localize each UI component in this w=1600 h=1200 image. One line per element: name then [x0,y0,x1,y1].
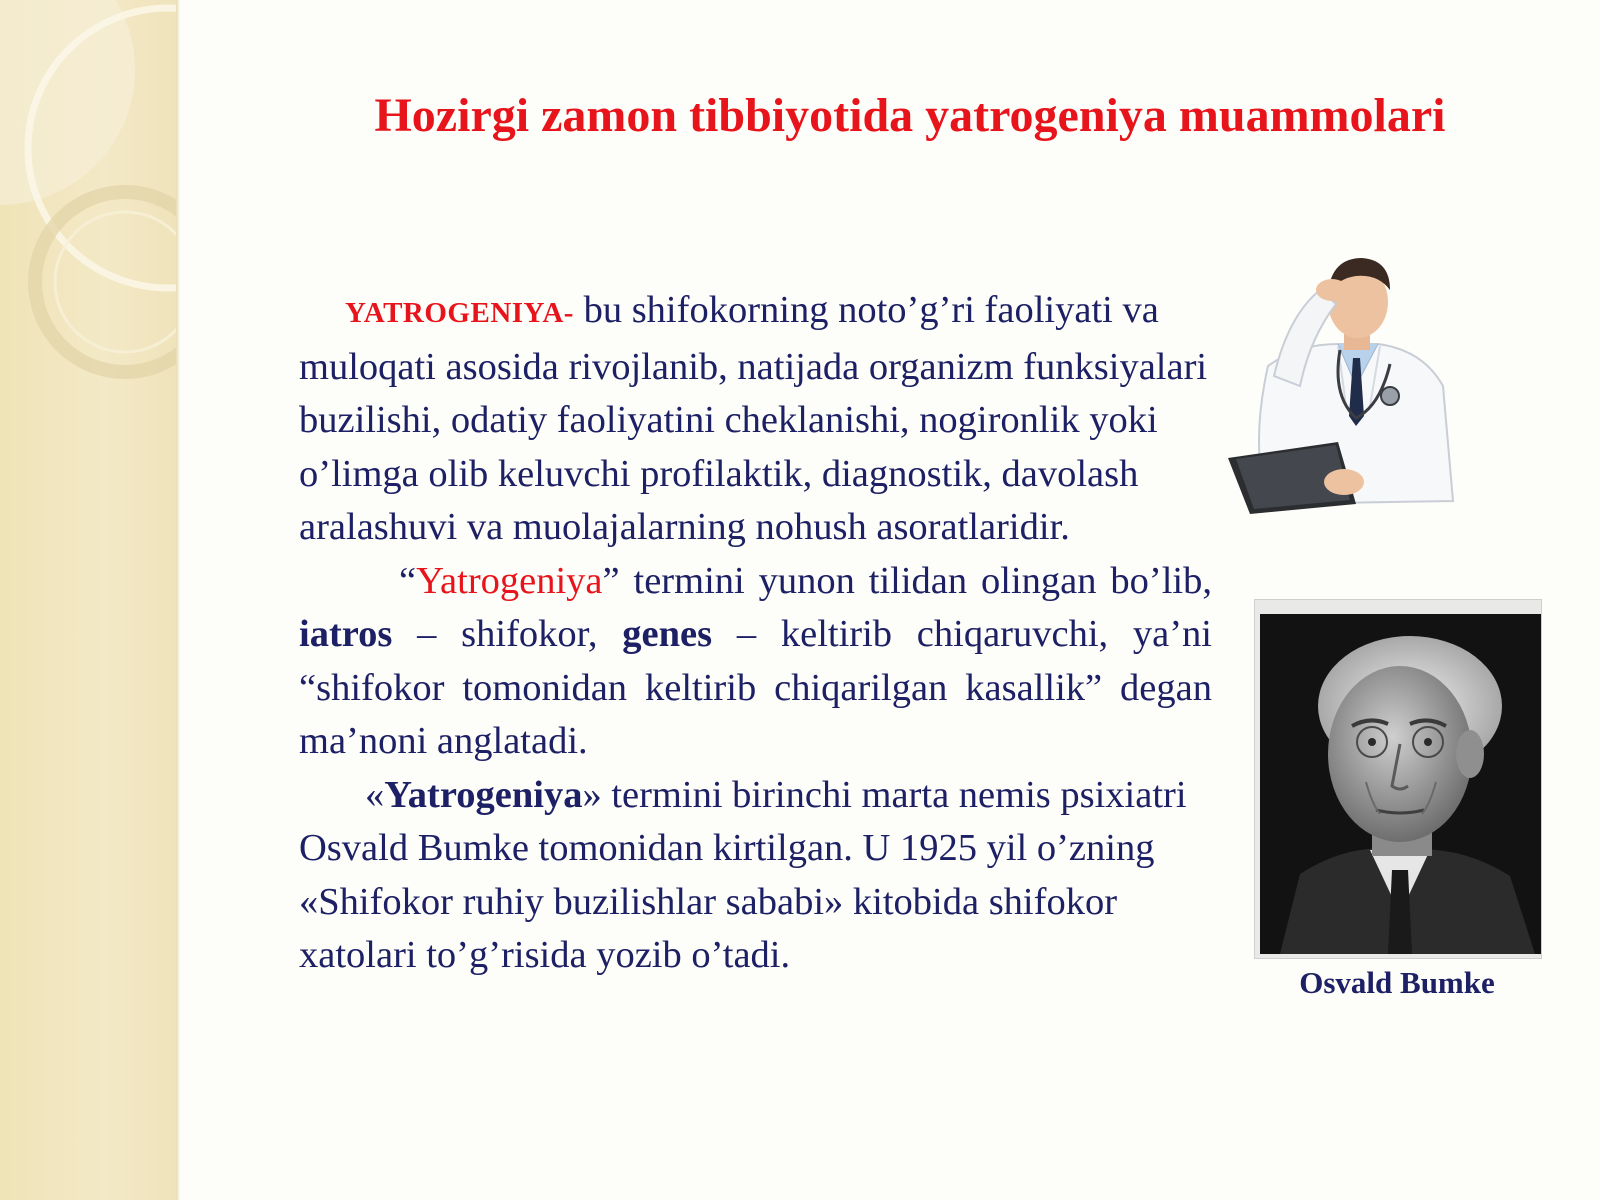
etymology-text-a: ” termini yunon tilidan olingan bo’lib, [602,559,1212,602]
term-yatrogeniya-bold: Yatrogeniya [384,773,583,816]
paragraph-history [299,769,1212,983]
open-quote: “ [399,559,417,602]
paragraph-etymology [299,555,1212,769]
decorative-side-strip [0,0,176,1200]
etymology-text-b: – shifokor, [392,613,623,655]
slide-title: Hozirgi zamon tibbiyotida yatrogeniya muammolari [374,89,1446,142]
portrait-drawing [1260,614,1541,954]
paragraph-definition [299,284,1212,555]
body-text [299,284,1212,983]
etymology-text-c: – keltirib chiqaruvchi, ya’ni “shifokor tomonidan keltirib chiqarilgan kasallik” degan ma’noni anglatadi. [299,613,1213,762]
word-genes: genes [622,613,713,655]
portrait-photo [1260,614,1541,954]
strip-edge [176,0,180,1200]
definition-text: bu shifokorning noto’g’ri faoliyati va muloqati asosida rivojlanib, natijada organizm funksiyalari buzilishi, odatiy faoliyatini cheklanishi, nogironlik yoki o’limga olib keluvchi profilaktik, diagnostik, davolash aralashuvi va muolajalarning nohush asoratlaridir. [299,289,1208,548]
history-text: » termini birinchi marta nemis psixiatri Osvald Bumke tomonidan kirtilgan. U 1925 yil o’zning «Shifokor ruhiy buzilishlar sababi» kitobida shifokor xatolari to’g’risida yozib o’tadi. [299,773,1187,976]
portrait-caption: Osvald Bumke [1299,965,1495,1000]
term-yatrogeniya-red: Yatrogeniya [416,559,603,602]
word-iatros: iatros [299,613,393,655]
open-guillemet: « [365,773,385,816]
portrait-frame [1254,599,1542,959]
circles-decoration [0,0,176,1200]
term-yatrogeniya-heading: YATROGENIYA- [345,297,574,329]
doctor-illustration [1228,246,1490,516]
